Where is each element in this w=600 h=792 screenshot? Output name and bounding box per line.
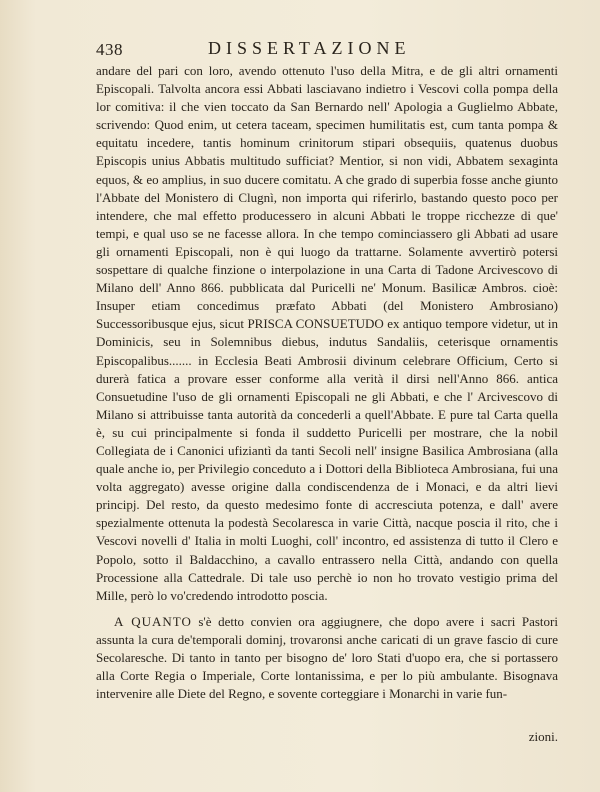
page-header xyxy=(96,38,556,60)
running-title: DISSERTAZIONE xyxy=(208,38,411,58)
paragraph-1: andare del pari con loro, avendo ottenuto l'uso della Mitra, e de gli altri ornamenti Episcopali. Talvolta ancora essi Abbati lasciavano indietro i Vescovi colla pompa della lor comitiva: il che vien toccato da San Bernardo nell' Apologia a Guglielmo Abbate, scrivendo: Quod enim, ut cetera taceam, specimen humilitatis est, cum tanta pompa & equitatu incedere, tantis hominum crinitorum stipari obsequiis, quatenus duobus Episcopis unius Abbatis multitudo sufficiat? Mentior, si non vidi, Abbatem sexaginta equos, & eo amplius, in suo ducere comitatu. A che grado di superbia fosse anche giunto l'Abbate del Monistero di Clugnì, non importa qui riferirlo, bastando questo poco per intendere, che mal effetto producessero in alcuni Abbati le troppe ricchezze di que' tempi, e qual uso se ne facesse allora. In che tempo cominciassero gli Abbati ad usare gli ornamenti Episcopali, non è qui luogo da trattarne. Solamente avvertirò potersi sospettare di qualche finzione o interpolazione in una Carta di Tadone Arcivescovo di Milano dell' Anno 866. pubblicata dal Puricelli ne' Monum. Basilicæ Ambros. cioè: Insuper etiam concedimus præfato Abbati (del Monistero Ambrosiano) Successoribusque ejus, sicut PRISCA CONSUETUDO ex antiquo tempore videtur, ut in Dominicis, seu in Solemnibus diebus, indutus Sandaliis, ceterisque ornamentis Episcopalibus....... in Ecclesia Beati Ambrosii divinum celebrare Officium, Certo si durerà fatica a provare esser conforme alla verità il dirsi nell'Anno 866. antica Consuetudine l'uso de gli ornamenti Episcopali ne gli Abbati, e che l' Arcivescovo di Milano si attribuisse tanta autorità da concederli a quell'Abbate. E pure tal Carta quella è, su cui principalmente si fonda il suddetto Puricelli per mostrare, che la nobil Collegiata de i Canonici ufiziantì da tanti Secoli nell' insigne Basilica Ambrosiana (alla quale anche io, per Privilegio conceduto a i Dottori della Biblioteca Ambrosiana, fui una volta aggregato) avesse origine dalla condiscendenza de i Monaci, e da altri lievi principj. Del resto, da questo medesimo fonte di accresciuta potenza, e dall' avere spezialmente ottenuta la podestà Secolaresca in varie Città, nacque poscia il rito, che i Vescovi novelli d' Italia in molti Luoghi, coll' incontro, ed assistenza di tutto il Clero e Popolo, sotto il Baldacchino, a cavallo entrassero nella Città, andando con quella Processione alla Cattedrale. Di tale uso perchè io non ho trovato vestigio prima del Mille, però lo vo'credendo introdotto poscia. xyxy=(96,63,558,603)
catchword: zioni. xyxy=(528,729,558,744)
paragraph-2 xyxy=(96,613,558,703)
body-text xyxy=(96,62,558,703)
page-number: 438 xyxy=(96,40,123,59)
paragraph-2-lead: A QUANTO xyxy=(114,613,192,629)
catchword-row xyxy=(96,728,558,746)
paragraph-2-rest: s'è detto convien ora aggiugnere, che dopo avere i sacri Pastori assunta la cura de'temporali dominj, trovaronsi anche caricati di un grave fascio di cure Secolaresche. Di tanto in tanto per bisogno de' loro Stati d'uopo era, che si portassero alla Corte Regia o Imperiale, Corte lontanissima, e per lo più ambulante. Bisognava intervenire alle Diete del Regno, e sovente corteggiare i Monarchi in varie fun- xyxy=(96,613,558,702)
